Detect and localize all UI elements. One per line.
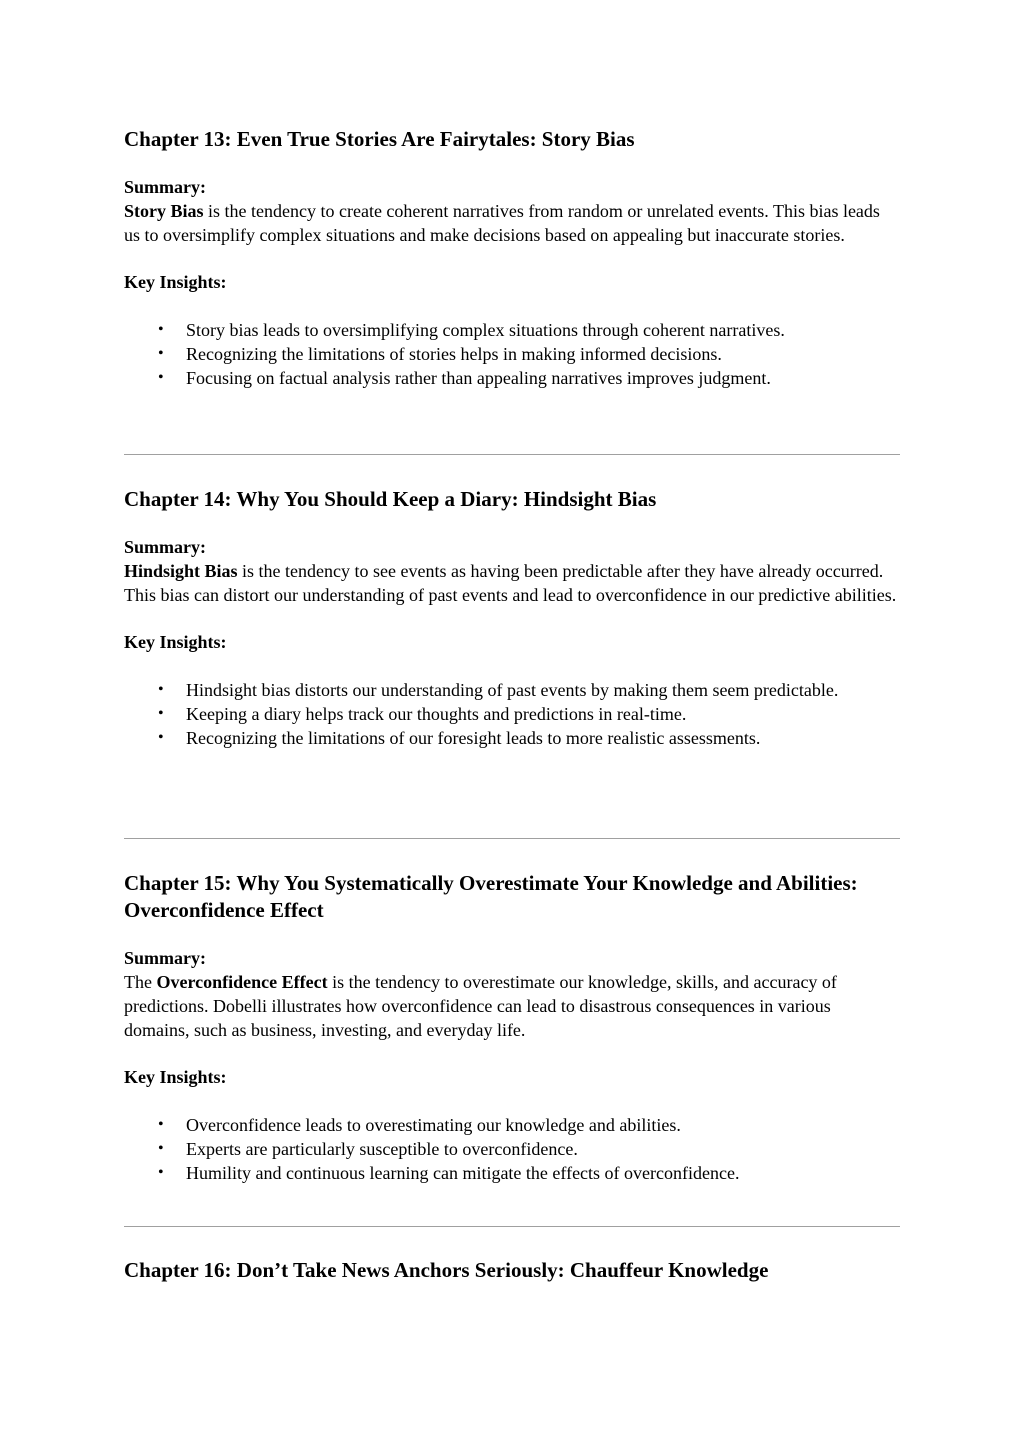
bullet-icon: • [158, 729, 164, 746]
list-item: • Keeping a diary helps track our thoughts and predictions in real-time. [158, 704, 687, 724]
list-item: • Hindsight bias distorts our understanding of past events by making them seem predictable. [158, 680, 839, 700]
summary-text: Story Bias is the tendency to create coherent narratives from random or unrelated events. This bias leads us to oversimplify complex situations and make decisions based on appealing but inaccurate stories. [124, 201, 880, 245]
insights-list [124, 678, 900, 750]
bullet-icon: • [158, 321, 164, 338]
insights-list [124, 1113, 900, 1185]
section-divider [124, 454, 900, 455]
summary-text: The Overconfidence Effect is the tendency to overestimate our knowledge, skills, and accuracy of predictions. Dobelli illustrates how overconfidence can lead to disastrous consequences in various domains, such as business, investing, and everyday life. [124, 972, 837, 1040]
bullet-icon: • [158, 1116, 164, 1133]
list-item: • Story bias leads to oversimplifying complex situations through coherent narratives. [158, 320, 785, 340]
chapter-title: Chapter 13: Even True Stories Are Fairytales: Story Bias [124, 127, 635, 151]
bias-term: Overconfidence Effect [156, 972, 328, 992]
bullet-icon: • [158, 369, 164, 386]
chapter-14-section [124, 486, 900, 750]
bullet-icon: • [158, 705, 164, 722]
summary-label: Summary: [124, 948, 206, 968]
key-insights-label: Key Insights: [124, 632, 227, 652]
list-item: • Experts are particularly susceptible to overconfidence. [158, 1139, 578, 1159]
section-divider [124, 1226, 900, 1227]
chapter-13-section [124, 126, 900, 390]
insights-list [124, 318, 900, 390]
bullet-icon: • [158, 345, 164, 362]
list-item: • Focusing on factual analysis rather than appealing narratives improves judgment. [158, 368, 771, 388]
bias-term: Story Bias [124, 201, 204, 221]
chapter-15-section [124, 870, 900, 1185]
bullet-icon: • [158, 1140, 164, 1157]
list-item: • Overconfidence leads to overestimating our knowledge and abilities. [158, 1115, 681, 1135]
summary-text: Hindsight Bias is the tendency to see events as having been predictable after they have already occurred. This bias can distort our understanding of past events and lead to overconfidence in our predictive abilities. [124, 561, 897, 605]
list-item: • Recognizing the limitations of stories helps in making informed decisions. [158, 344, 722, 364]
section-divider [124, 838, 900, 839]
list-item: • Recognizing the limitations of our foresight leads to more realistic assessments. [158, 728, 761, 748]
key-insights-label: Key Insights: [124, 1067, 227, 1087]
chapter-title: Chapter 15: Why You Systematically Overestimate Your Knowledge and Abilities: Overconfidence Effect [124, 871, 858, 922]
list-item: • Humility and continuous learning can mitigate the effects of overconfidence. [158, 1163, 740, 1183]
summary-label: Summary: [124, 537, 206, 557]
chapter-title: Chapter 14: Why You Should Keep a Diary: Hindsight Bias [124, 487, 657, 511]
bullet-icon: • [158, 681, 164, 698]
key-insights-label: Key Insights: [124, 272, 227, 292]
chapter-16-section [124, 1257, 900, 1284]
summary-label: Summary: [124, 177, 206, 197]
bullet-icon: • [158, 1164, 164, 1181]
bias-term: Hindsight Bias [124, 561, 238, 581]
chapter-title: Chapter 16: Don’t Take News Anchors Seriously: Chauffeur Knowledge [124, 1258, 769, 1282]
